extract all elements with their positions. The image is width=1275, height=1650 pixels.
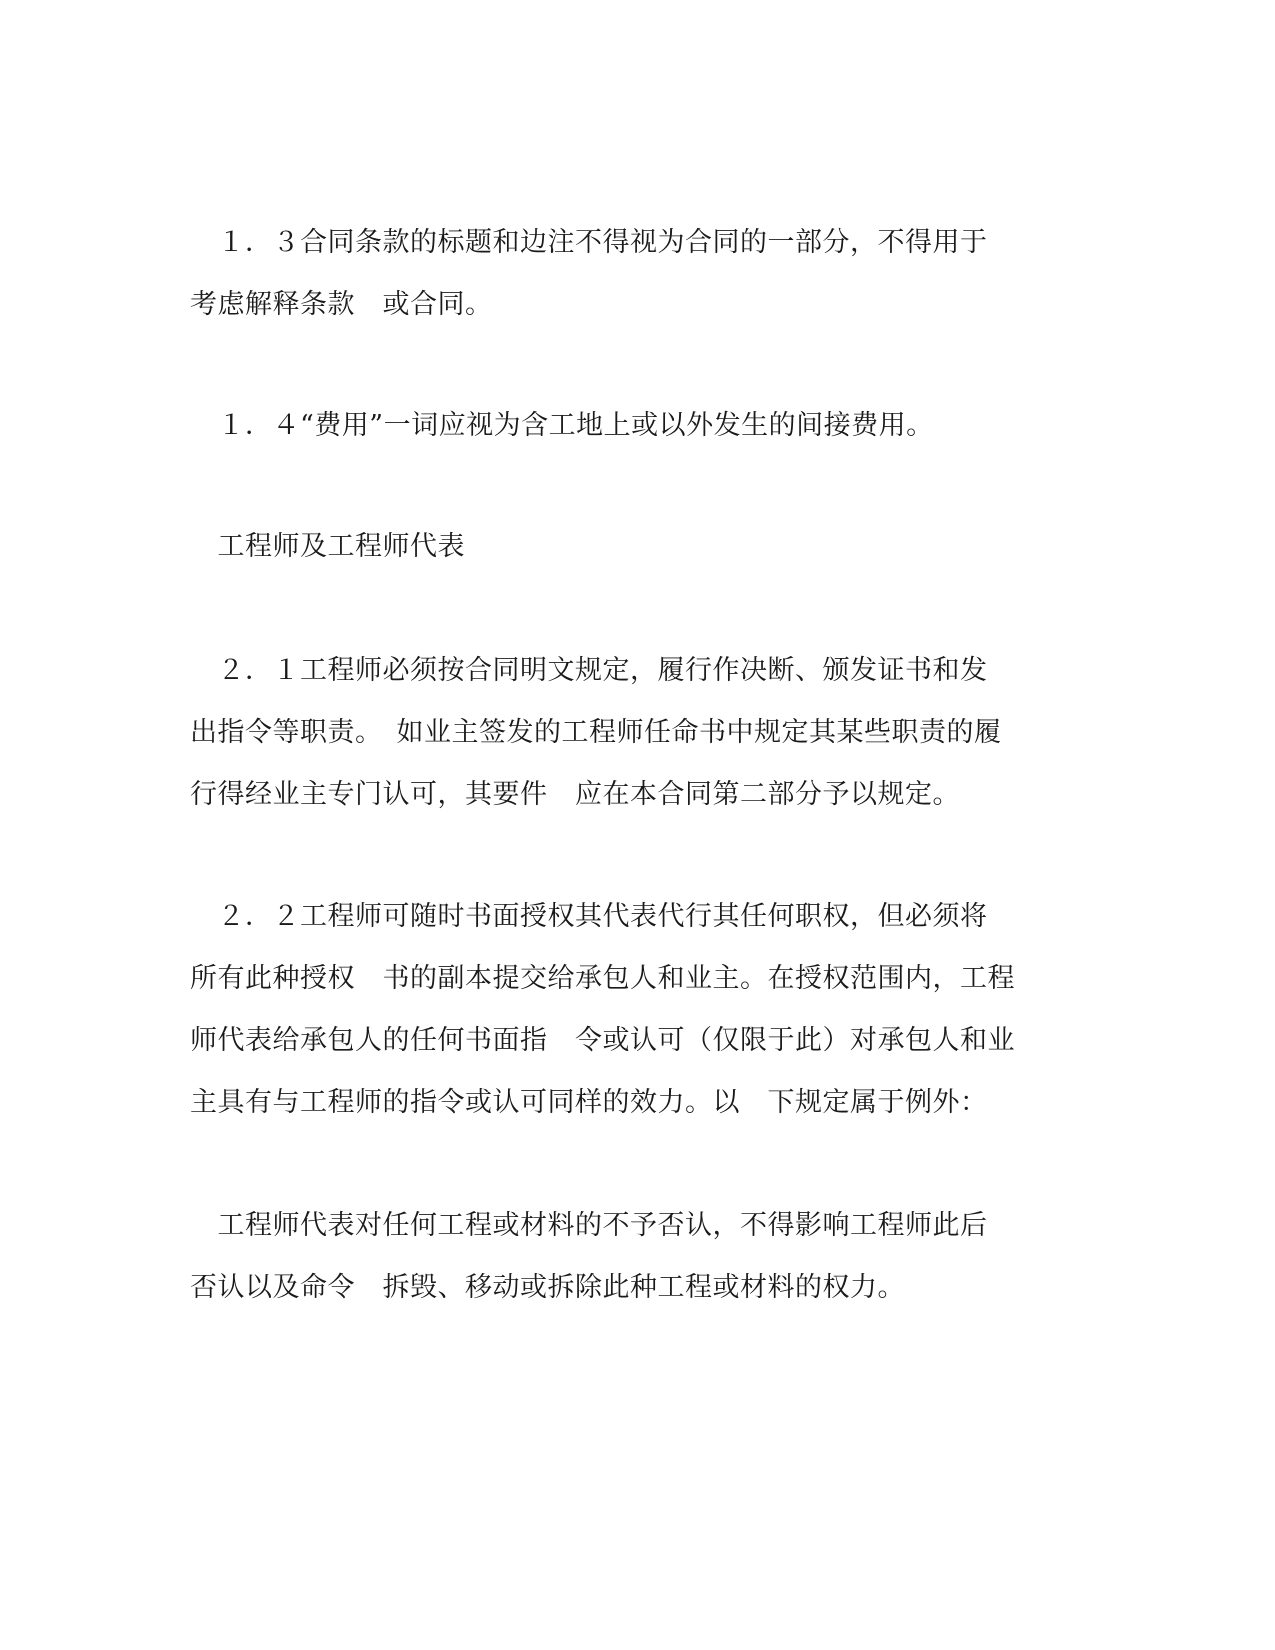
clause-2-2-line-2: 所有此种授权 书的副本提交给承包人和业主。在授权范围内，工程 (190, 963, 1015, 994)
clause-2-2-line-1: ２．２工程师可随时书面授权其代表代行其任何职权，但必须将 (190, 901, 988, 932)
clause-2-1-line-2: 出指令等职责。 如业主签发的工程师任命书中规定其某些职责的履 (190, 717, 1002, 748)
clause-2-2-line-3: 师代表给承包人的任何书面指 令或认可（仅限于此）对承包人和业 (190, 1025, 1015, 1056)
clause-2-1-line-3: 行得经业主专门认可，其要件 应在本合同第二部分予以规定。 (190, 779, 960, 810)
exception-line-2: 否认以及命令 拆毁、移动或拆除此种工程或材料的权力。 (190, 1272, 905, 1303)
clause-1-3-line-1: １．３合同条款的标题和边注不得视为合同的一部分，不得用于 (190, 227, 988, 258)
exception-line-1: 工程师代表对任何工程或材料的不予否认，不得影响工程师此后 (190, 1210, 988, 1241)
section-heading: 工程师及工程师代表 (190, 531, 465, 562)
clause-2-2-line-4: 主具有与工程师的指令或认可同样的效力。以 下规定属于例外： (190, 1087, 988, 1118)
clause-1-3-line-2: 考虑解释条款 或合同。 (190, 289, 493, 320)
clause-1-4-line-1: １．４“费用”一词应视为含工地上或以外发生的间接费用。 (190, 410, 934, 441)
clause-2-1-line-1: ２．１工程师必须按合同明文规定，履行作决断、颁发证书和发 (190, 655, 988, 686)
